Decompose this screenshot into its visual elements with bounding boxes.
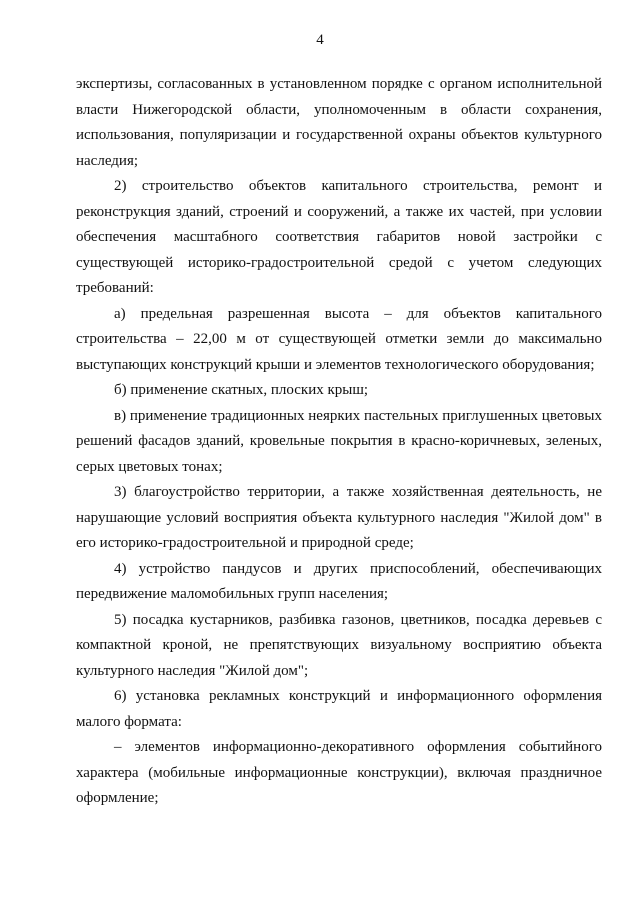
paragraph-item-6-advertising: 6) установка рекламных конструкций и информационного оформления малого формата: [76,688,602,730]
paragraph-item-2b-roofs: б) применение скатных, плоских крыш; [114,382,369,398]
document-body [76,72,602,812]
page-number: 4 [316,32,324,48]
paragraph-item-4-ramps: 4) устройство пандусов и других приспособлений, обеспечивающих передвижение маломобильных групп населения; [76,560,602,602]
paragraph-item-2a-height-limit: а) предельная разрешенная высота – для объектов капитального строительства – 22,00 м от существующей отметки земли до максимально выступающих конструкций крыши и элементов технологического оборудования; [76,305,602,373]
paragraph-expertise-continuation: экспертизы, согласованных в установленном порядке с органом исполнительной власти Нижегородской области, уполномоченным в области сохранения, использования, популяризации и государственной охраны объектов культурного наследия; [76,76,602,169]
paragraph-item-3-landscaping: 3) благоустройство территории, а также хозяйственная деятельность, не нарушающие условий восприятия объекта культурного наследия "Жилой дом" в его историко-градостроительной и природной среде; [76,484,602,551]
paragraph-item-5-planting: 5) посадка кустарников, разбивка газонов, цветников, посадка деревьев с компактной кроной, не препятствующих визуальному восприятию объекта культурного наследия "Жилой дом"; [76,611,602,679]
paragraph-item-2-construction: 2) строительство объектов капитального строительства, ремонт и реконструкция зданий, строений и сооружений, а также их частей, при условии обеспечения масштабного соответствия габаритов новой застройки с существующей историко-градостроительной средой с учетом следующих требований: [76,178,602,296]
paragraph-item-2v-colors: в) применение традиционных неярких пастельных приглушенных цветовых решений фасадов зданий, кровельные покрытия в красно-коричневых, зеленых, серых цветовых тонах; [76,407,602,475]
paragraph-item-6-dash-decorative: – элементов информационно-декоративного оформления событийного характера (мобильные информационные конструкции), включая праздничное оформление; [76,739,602,806]
